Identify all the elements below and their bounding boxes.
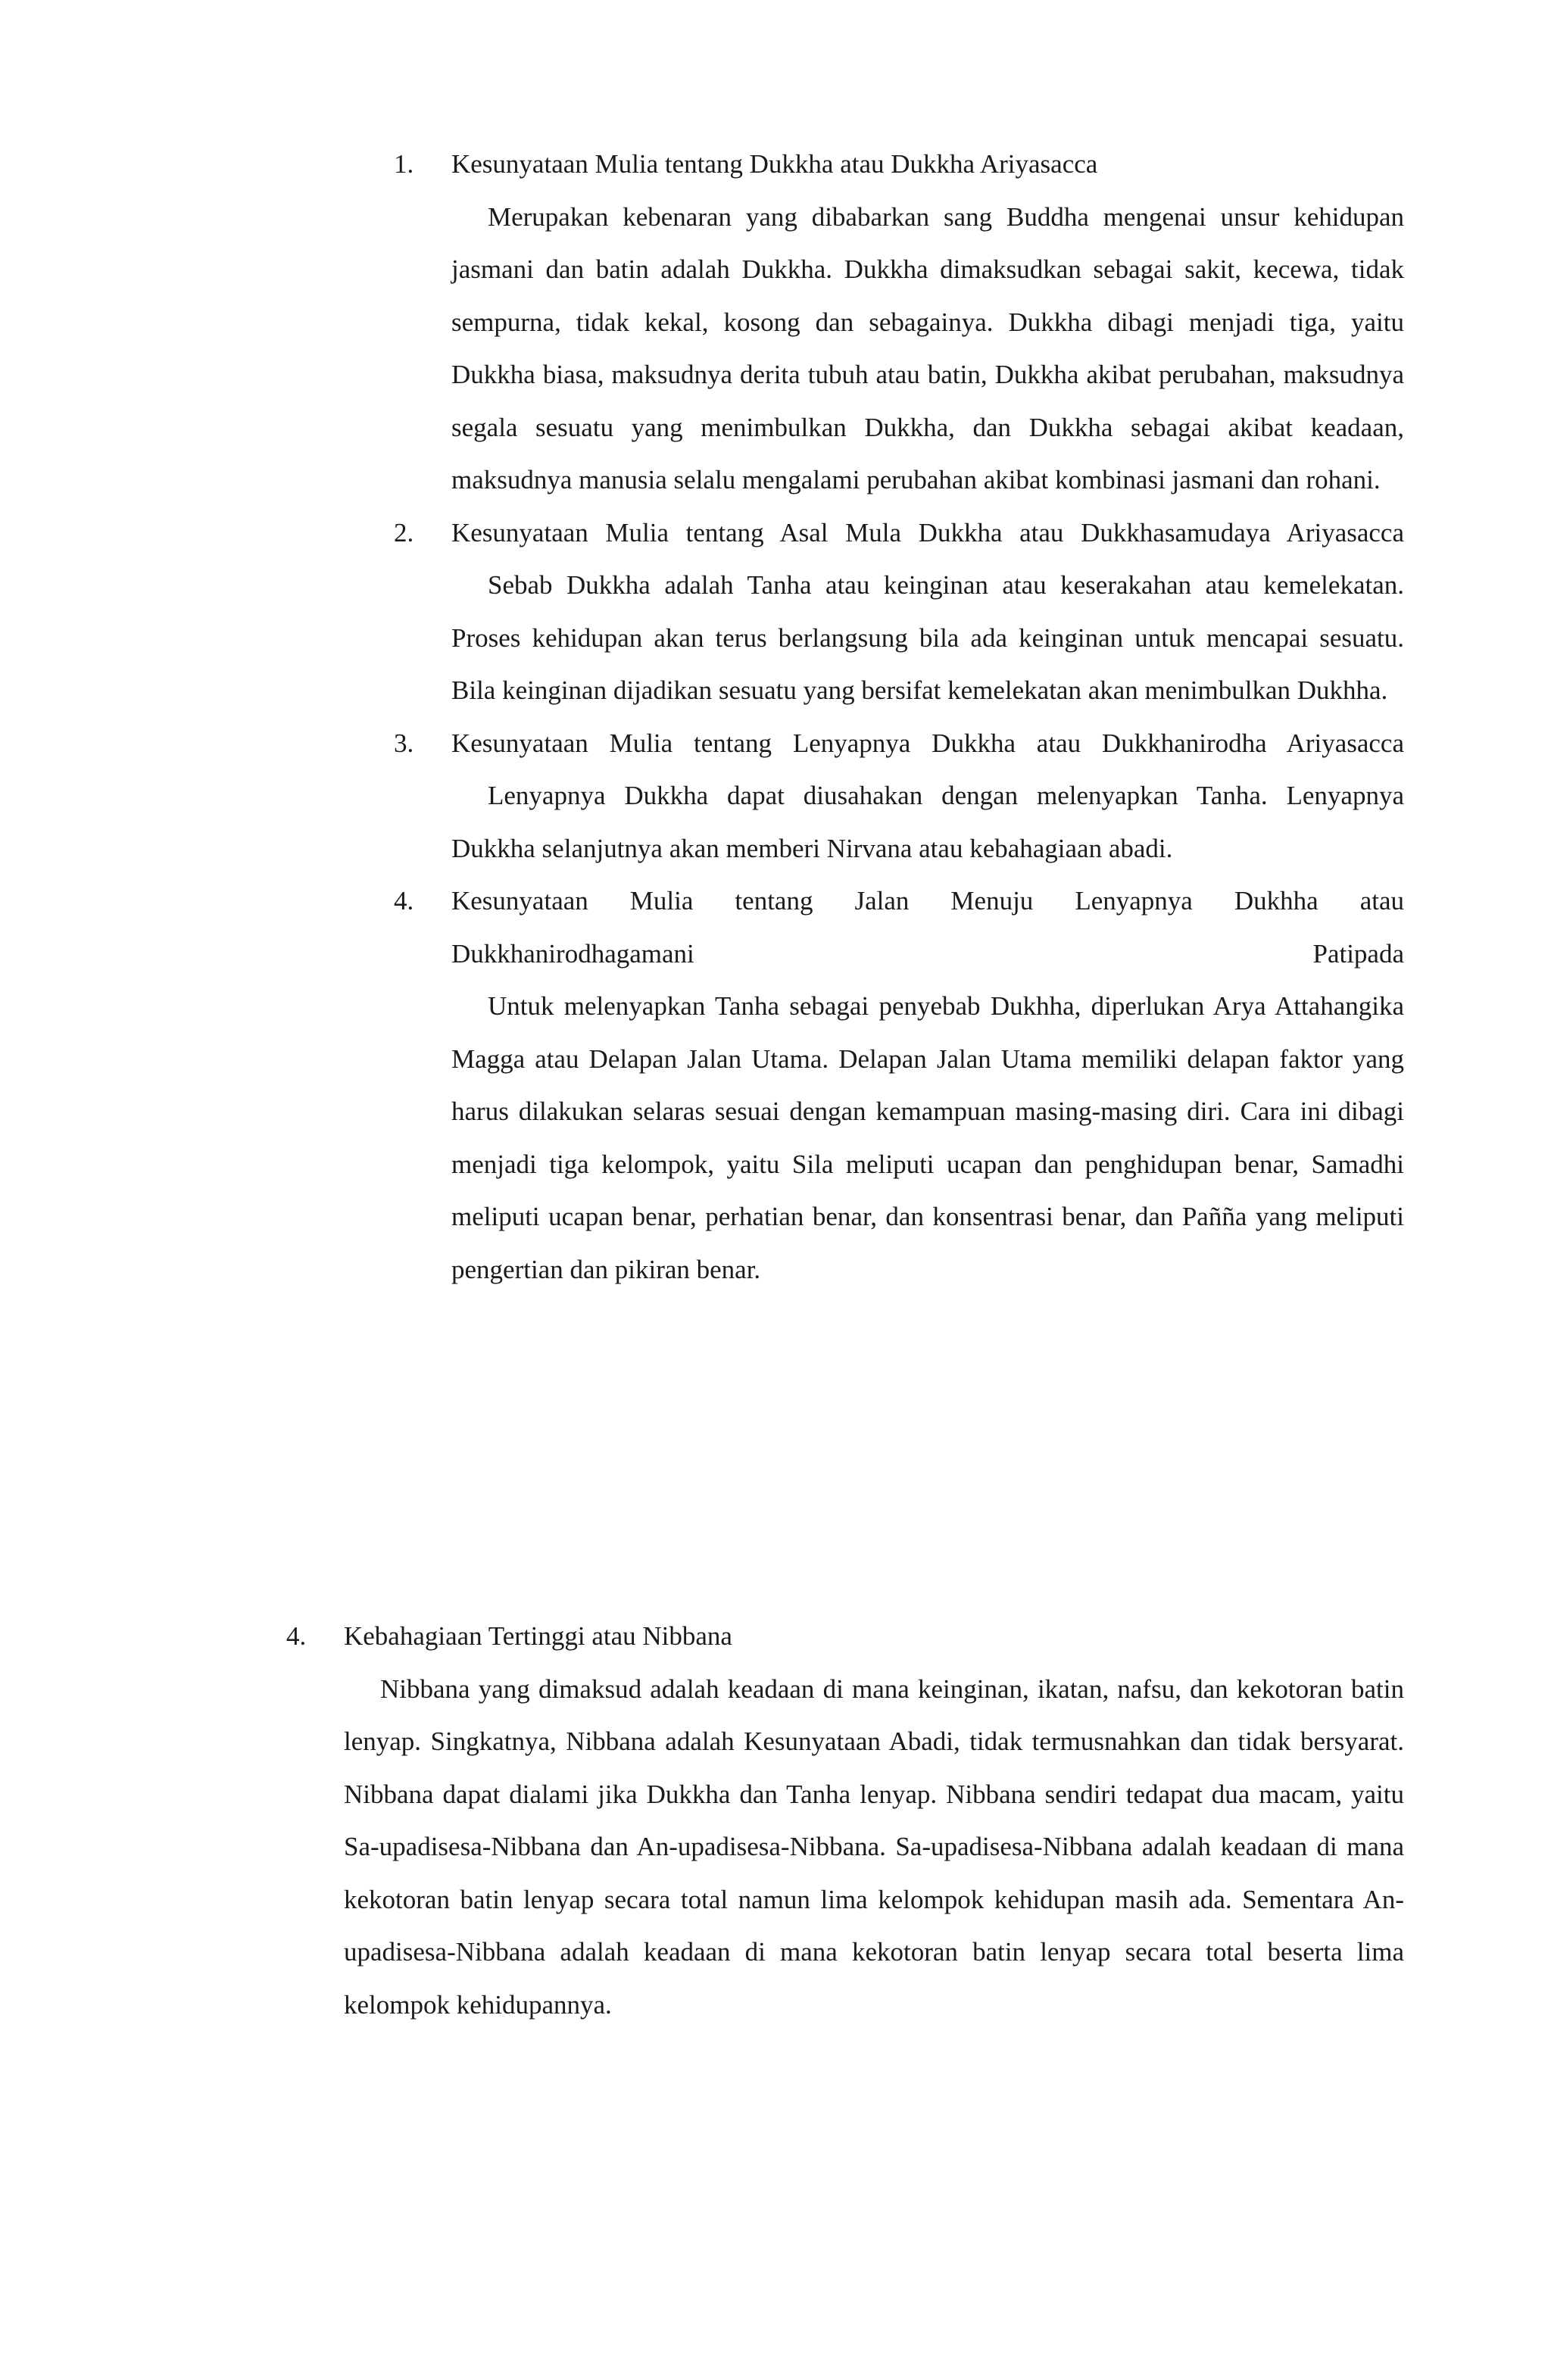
list-item-heading: Kesunyataan Mulia tentang Dukkha atau Dukkha Ariyasacca: [451, 149, 1098, 179]
list-item-paragraph: Untuk melenyapkan Tanha sebagai penyebab Dukhha, diperlukan Arya Attahangika Magga atau Delapan Jalan Utama. Delapan Jalan Utama memiliki delapan faktor yang harus dilakukan selaras sesuai dengan kemampuan masing-masing diri. Cara ini dibagi menjadi tiga kelompok, yaitu Sila meliputi ucapan dan penghidupan benar, Samadhi meliputi ucapan benar, perhatian benar, dan konsentrasi benar, dan Paññа yang meliputi pengertian dan pikiran benar.: [451, 991, 1404, 1284]
list-item-number: 2.: [394, 517, 414, 547]
list-item-heading: Kesunyataan Mulia tentang Asal Mula Dukkha atau Dukkhasamudaya Ariyasacca: [451, 517, 1404, 547]
section-heading: Kebahagiaan Tertinggi atau Nibbana: [344, 1621, 732, 1651]
list-item-number: 4.: [394, 886, 414, 916]
list-item-truth-4: [394, 875, 1404, 1296]
four-noble-truths-list: [394, 138, 1404, 1296]
list-item-truth-2: [394, 507, 1404, 717]
list-item-heading: Kesunyataan Mulia tentang Jalan Menuju Lenyapnya Dukhha atau Dukkhanirodhagamani Patipada: [451, 886, 1404, 969]
section-number: 4.: [286, 1621, 307, 1651]
list-item-number: 3.: [394, 728, 414, 758]
list-item-number: 1.: [394, 149, 414, 179]
list-item-paragraph: Lenyapnya Dukkha dapat diusahakan dengan melenyapkan Tanha. Lenyapnya Dukkha selanjutnya akan memberi Nirvana atau kebahagiaan abadi.: [451, 781, 1404, 863]
section-paragraph: Nibbana yang dimaksud adalah keadaan di mana keinginan, ikatan, nafsu, dan kekotoran batin lenyap. Singkatnya, Nibbana adalah Kesunyataan Abadi, tidak termusnahkan dan tidak bersyarat. Nibbana dapat dialami jika Dukkha dan Tanha lenyap. Nibbana sendiri tedapat dua macam, yaitu Sa-upadisesa-Nibbana dan An-upadisesa-Nibbana. Sa-upadisesa-Nibbana adalah keadaan di mana kekotoran batin lenyap secara total namun lima kelompok kehidupan masih ada. Sementara An-upadisesa-Nibbana adalah keadaan di mana kekotoran batin lenyap secara total beserta lima kelompok kehidupannya.: [344, 1673, 1404, 2020]
list-item-paragraph: Merupakan kebenaran yang dibabarkan sang Buddha mengenai unsur kehidupan jasmani dan batin adalah Dukkha. Dukkha dimaksudkan sebagai sakit, kecewa, tidak sempurna, tidak kekal, kosong dan sebagainya. Dukkha dibagi menjadi tiga, yaitu Dukkha biasa, maksudnya derita tubuh atau batin, Dukkha akibat perubahan, maksudnya segala sesuatu yang menimbulkan Dukkha, dan Dukkha sebagai akibat keadaan, maksudnya manusia selalu mengalami perubahan akibat kombinasi jasmani dan rohani.: [451, 201, 1404, 494]
list-item-truth-1: [394, 138, 1404, 507]
list-item-truth-3: [394, 717, 1404, 875]
section-nibbana: [286, 1610, 1404, 2031]
list-item-paragraph: Sebab Dukkha adalah Tanha atau keinginan atau keserakahan atau kemelekatan. Proses kehidupan akan terus berlangsung bila ada keinginan untuk mencapai sesuatu. Bila keinginan dijadikan sesuatu yang bersifat kemelekatan akan menimbulkan Dukhha.: [451, 570, 1404, 705]
list-item-heading: Kesunyataan Mulia tentang Lenyapnya Dukkha atau Dukkhanirodha Ariyasacca: [451, 728, 1404, 758]
